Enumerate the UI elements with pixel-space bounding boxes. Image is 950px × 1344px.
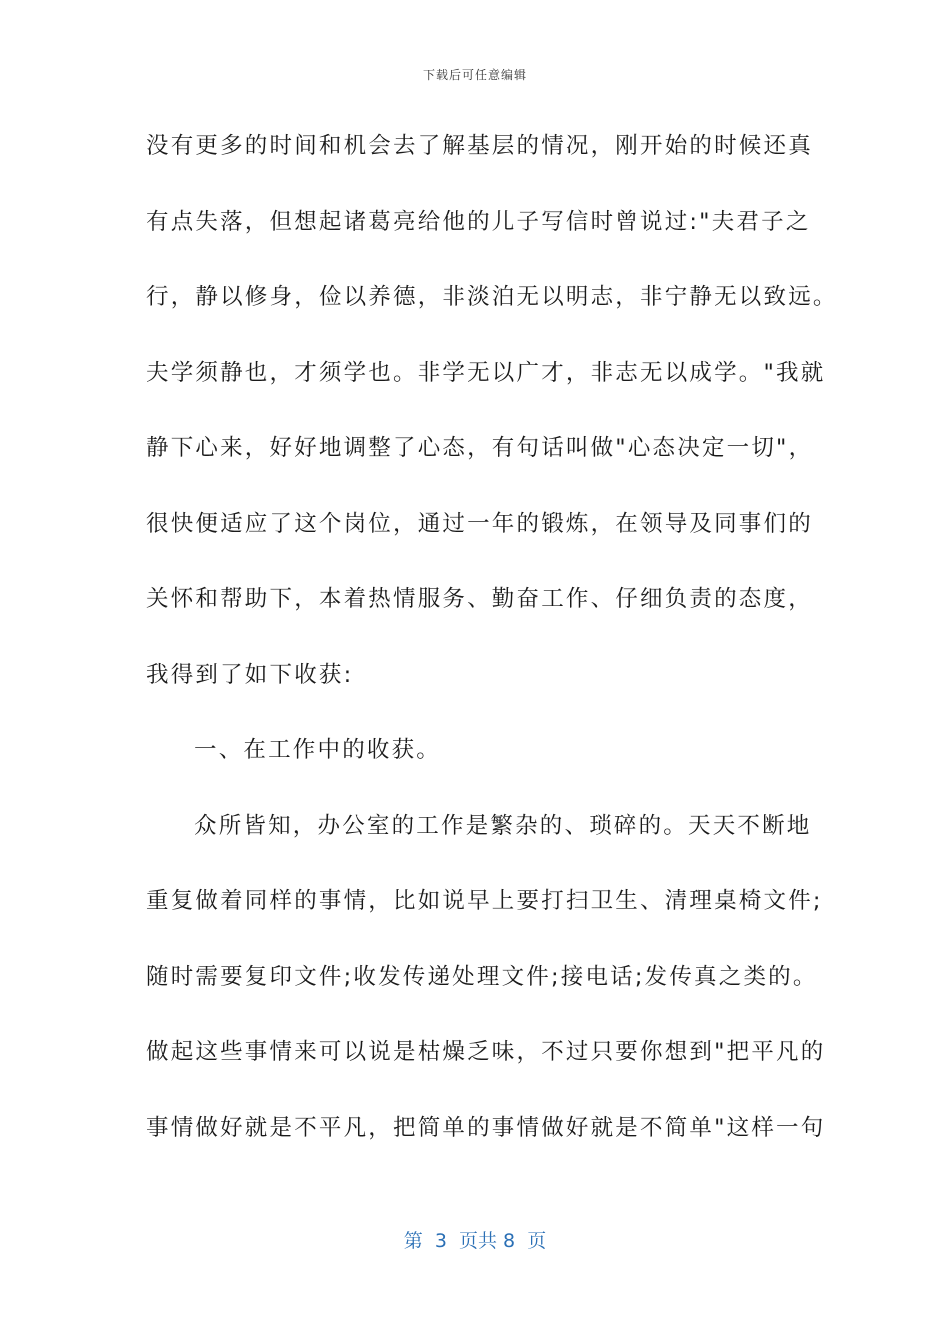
section-heading: 一、在工作中的收获。 <box>194 737 442 763</box>
text-line: 静下心来，好好地调整了心态，有句话叫做"心态决定一切"， <box>146 435 814 461</box>
text-line: 我得到了如下收获: <box>146 661 354 688</box>
text-line: 重复做着同样的事情，比如说早上要打扫卫生、清理桌椅文件; <box>146 888 823 914</box>
text-line: 事情做好就是不平凡，把简单的事情做好就是不简单"这样一句 <box>146 1114 826 1141</box>
text-line: 夫学须静也，才须学也。非学无以广才，非志无以成学。"我就 <box>146 359 826 386</box>
text-line: 没有更多的时间和机会去了解基层的情况，刚开始的时候还真 <box>146 133 813 159</box>
text-line: 有点失落，但想起诸葛亮给他的儿子写信时曾说过:"夫君子之 <box>146 208 811 235</box>
text-line: 很快便适应了这个岗位，通过一年的锻炼，在领导及同事们的 <box>146 510 813 537</box>
text-line: 随时需要复印文件;收发传递处理文件;接电话;发传真之类的。 <box>146 963 818 990</box>
text-line: 关怀和帮助下，本着热情服务、勤奋工作、仔细负责的态度， <box>146 586 813 612</box>
paragraph-start-line: 众所皆知，办公室的工作是繁杂的、琐碎的。天天不断地 <box>194 812 812 839</box>
document-body <box>146 121 838 1178</box>
text-line: 行，静以修身，俭以养德，非淡泊无以明志，非宁静无以致远。 <box>146 284 838 310</box>
page-number: 第 3 页共 8 页 <box>403 1230 547 1252</box>
header-note: 下载后可任意编辑 <box>422 68 527 82</box>
text-line: 做起这些事情来可以说是枯燥乏味，不过只要你想到"把平凡的 <box>146 1039 826 1065</box>
